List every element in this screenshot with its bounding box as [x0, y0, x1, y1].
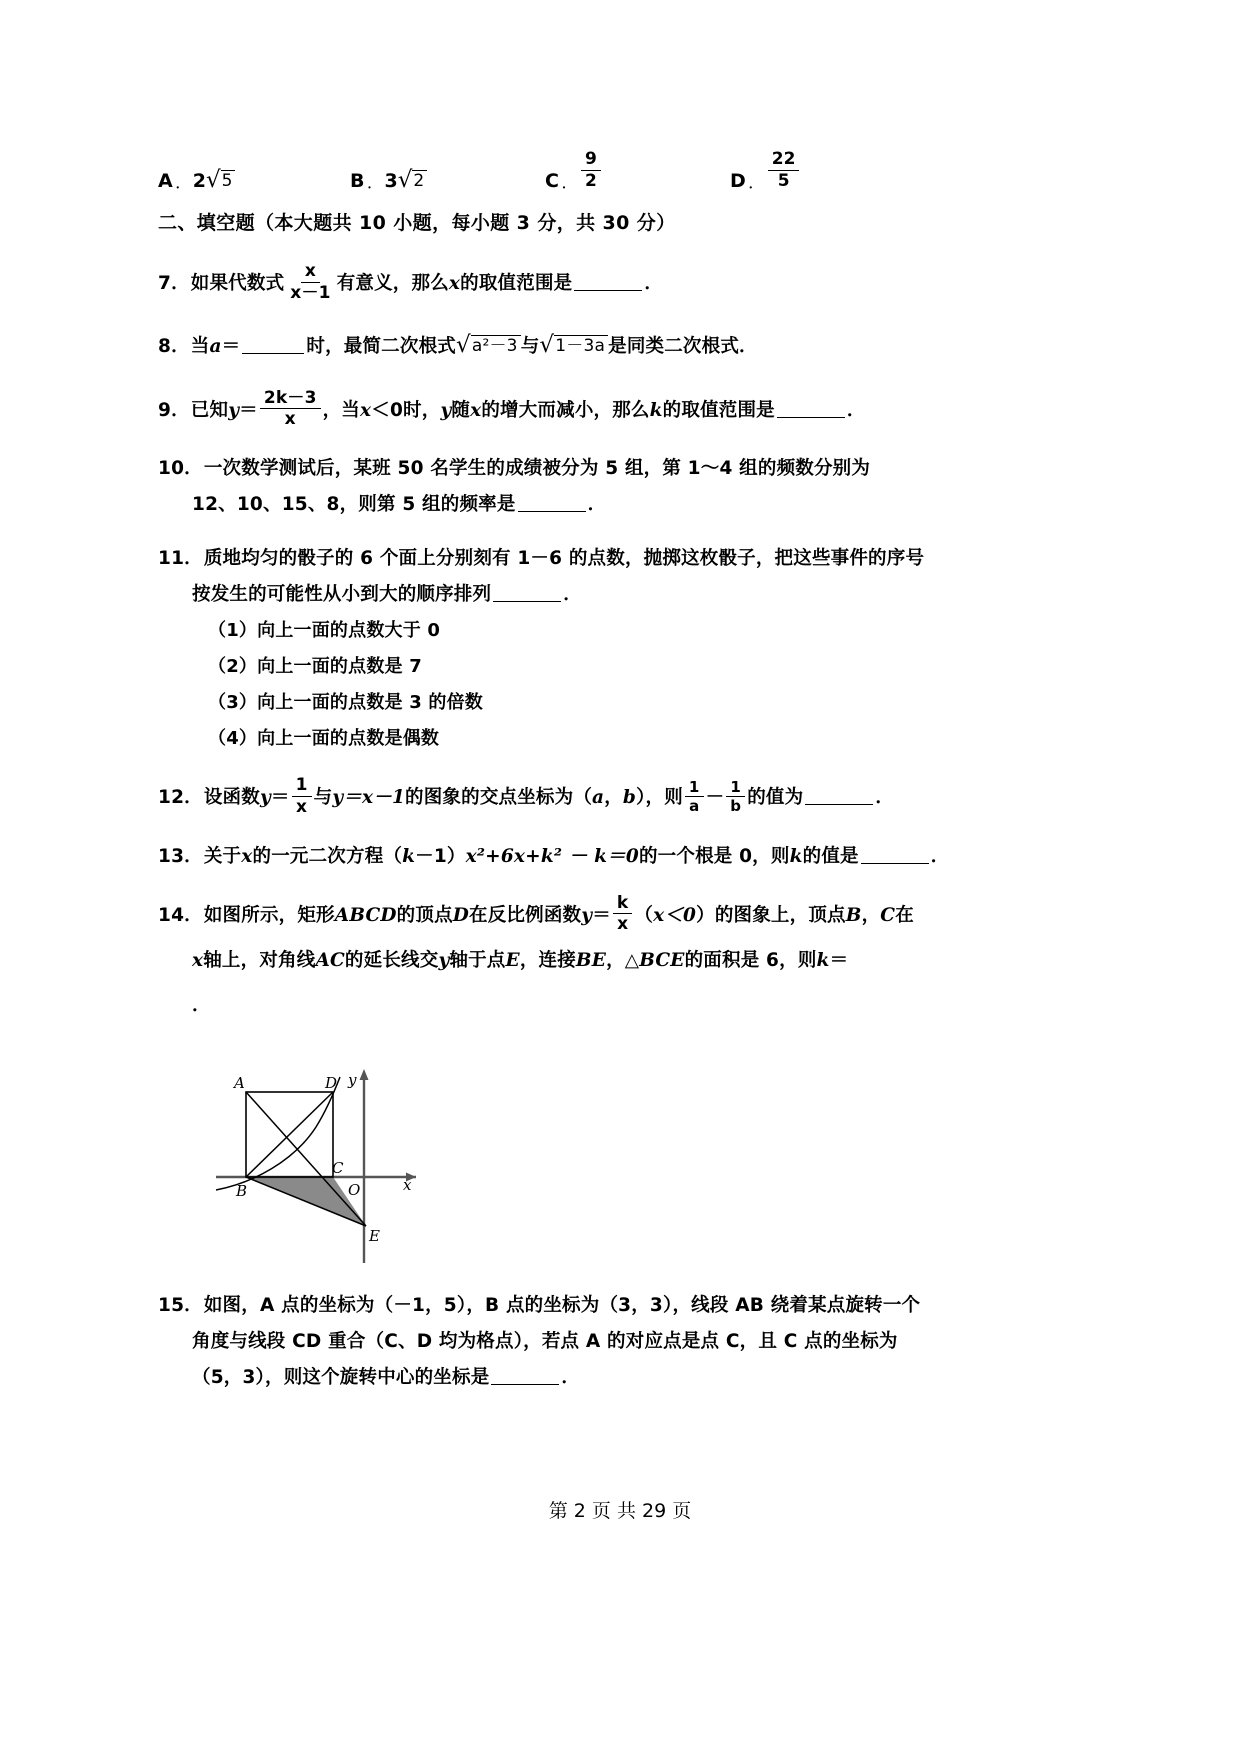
q14-denominator: x: [617, 914, 629, 935]
answer-blank[interactable]: [861, 862, 929, 864]
label-d: D: [325, 1073, 338, 1092]
page-content: [158, 120, 1088, 1414]
question-13-text-e: 的值是: [802, 845, 859, 867]
question-15-line-1: 如图，A 点的坐标为（－1，5），B 点的坐标为（3，3），线段 AB 绕着某点旋转一个: [203, 1294, 921, 1316]
page-footer: [0, 1496, 1240, 1523]
question-12-text-c: 的图象的交点坐标为（: [405, 787, 593, 809]
choice-option-b[interactable]: [350, 167, 545, 194]
choice-a-radicand: 5: [221, 170, 236, 192]
question-12-text-b: 与: [313, 787, 333, 809]
question-14-vertex-d: D: [452, 904, 470, 926]
choice-b-label: B: [350, 170, 365, 192]
question-9-variable-x: x: [360, 399, 372, 421]
fraction: [768, 150, 800, 190]
question-14-segment-be: BE: [575, 949, 607, 971]
question-14-point-e: E: [505, 949, 520, 971]
fraction: [613, 894, 633, 934]
question-14-line-2: [192, 938, 1088, 983]
question-10: [158, 451, 1088, 523]
question-9-text-e: 的增大而减小，那么: [481, 399, 650, 421]
question-14-variable-y: y: [581, 904, 593, 926]
question-14-condition: x＜0: [653, 904, 697, 926]
question-10-index: 10．: [158, 457, 203, 479]
question-14-line-2-g: 的面积是 6，则: [684, 949, 817, 971]
radical-sign: √: [539, 332, 555, 359]
question-15-line-3-text: （5，3），则这个旋转中心的坐标是: [192, 1366, 490, 1388]
question-13-text-f: ．: [930, 845, 950, 867]
question-11-option-4: （4）向上一面的点数是偶数: [208, 728, 440, 750]
choice-d-dot: ．: [748, 177, 762, 192]
question-8-text-d: 是同类二次根式．: [608, 336, 758, 358]
question-13: [158, 839, 1088, 875]
question-8-text-b: 时，最简二次根式: [306, 336, 456, 358]
question-13-text-a: 关于: [203, 845, 242, 867]
answer-blank[interactable]: [493, 600, 561, 602]
question-14-line-2-c: 的延长线交: [344, 949, 439, 971]
choice-option-c[interactable]: [545, 149, 730, 192]
question-12-expression: y＝x－1: [332, 787, 406, 809]
q12-numerator: 1: [292, 776, 312, 796]
question-15-index: 15．: [158, 1294, 203, 1316]
question-14-index: 14．: [158, 904, 203, 926]
question-13-variable-k: k: [402, 845, 416, 867]
question-8-text-c: 与: [520, 336, 540, 358]
choice-d-numerator: 22: [768, 150, 800, 170]
question-14-line-2-b: 轴上，对角线: [203, 949, 316, 971]
question-13-text-b: 的一元二次方程（: [252, 845, 403, 867]
question-15: [158, 1288, 1088, 1396]
question-9-text-d: 随: [451, 399, 471, 421]
question-11-line-1: 质地均匀的骰子的 6 个面上分别刻有 1－6 的点数，抛掷这枚骰子，把这些事件的序号: [203, 548, 925, 570]
fraction: [286, 262, 334, 302]
answer-blank[interactable]: [491, 1383, 559, 1385]
radical-icon: [205, 167, 235, 194]
choice-row: [158, 120, 1088, 192]
question-9-index: 9．: [158, 399, 190, 421]
label-b: B: [236, 1181, 248, 1200]
question-8-radicand-1: a²－3: [471, 335, 521, 357]
fraction: [292, 776, 312, 816]
y-axis-arrow: [360, 1069, 369, 1080]
question-14-diagonal-ac: AC: [315, 949, 345, 971]
answer-blank[interactable]: [805, 803, 873, 805]
q9-denominator: x: [284, 409, 296, 430]
question-8-index: 8．: [158, 336, 190, 358]
question-11-line-2-text: 按发生的可能性从小到大的顺序排列: [192, 584, 492, 606]
choice-b-radicand: 2: [412, 170, 427, 192]
choice-d-label: D: [730, 170, 746, 192]
question-11: [158, 541, 1088, 757]
question-9-variable-y2: y: [440, 399, 452, 421]
question-12-point-a: a: [592, 787, 605, 809]
question-9-variable-x2: x: [470, 399, 482, 421]
answer-blank[interactable]: [518, 510, 586, 512]
question-13-variable-x: x: [241, 845, 253, 867]
coordinate-diagram: [198, 1055, 498, 1270]
question-12-point-b: b: [622, 787, 637, 809]
label-e: E: [369, 1226, 380, 1245]
question-11-option-1: （1）向上一面的点数大于 0: [208, 620, 441, 642]
choice-b-dot: ．: [367, 177, 381, 192]
question-11-index: 11．: [158, 548, 203, 570]
question-7: [158, 261, 1088, 306]
question-7-text-c: 的取值范围是: [460, 273, 573, 294]
question-10-line-2-text: 12、10、15、8，则第 5 组的频率是: [192, 494, 516, 515]
question-14-line-1-f: 在: [895, 904, 914, 926]
page-number-text: 第 2 页 共 29 页: [548, 1500, 692, 1522]
question-14-vertex-c: C: [880, 904, 896, 926]
question-11-line-2: [192, 577, 1088, 613]
question-14-line-1-b: 的顶点: [396, 904, 453, 926]
question-10-line-2: [192, 487, 1088, 523]
radical-icon: [397, 167, 427, 194]
question-9-text-f: 的取值范围是: [662, 399, 775, 421]
question-9-text-g: ．: [846, 399, 866, 421]
question-12-text-a: 设函数: [203, 787, 260, 809]
question-15-line-3: [192, 1360, 1088, 1396]
question-14-y-axis: y: [438, 949, 450, 971]
question-9-text-a: 已知: [190, 399, 229, 421]
question-14-line-1-c: 在反比例函数: [469, 904, 582, 926]
answer-blank[interactable]: [777, 416, 845, 418]
label-a: A: [234, 1073, 245, 1092]
choice-d-denominator: 5: [777, 170, 790, 191]
fraction: [685, 779, 704, 814]
radical-icon: [455, 332, 521, 359]
radical-sign: √: [397, 167, 413, 194]
label-x-axis: x: [403, 1175, 412, 1194]
question-14-line-3: ．: [192, 995, 211, 1017]
question-14-line-2-e: ，连接: [519, 949, 576, 971]
question-9-text-b: ，当: [322, 399, 361, 421]
answer-blank[interactable]: [242, 352, 304, 354]
question-9-variable-k: k: [649, 399, 663, 421]
question-14-equals: ＝: [592, 904, 611, 926]
answer-blank[interactable]: [574, 289, 642, 291]
hyperbola-curve: [216, 1077, 340, 1190]
choice-c-dot: ．: [561, 177, 575, 192]
choice-c-numerator: 9: [581, 150, 601, 170]
question-14-line-1-e: ）的图象上，顶点: [696, 904, 846, 926]
question-12-comma: ，: [604, 787, 623, 809]
question-10-line-1: 一次数学测试后，某班 50 名学生的成绩被分为 5 组，第 1～4 组的频数分别为: [203, 457, 871, 479]
question-12-text-f: ．: [875, 787, 895, 809]
question-7-text-d: ．: [644, 273, 664, 294]
question-11-option-3: （3）向上一面的点数是 3 的倍数: [208, 692, 483, 714]
question-8-equals: ＝: [221, 336, 241, 358]
fraction: [260, 389, 321, 429]
question-13-index: 13．: [158, 845, 203, 867]
question-9-text-c: 时，: [403, 399, 441, 421]
question-14-comma: ，: [861, 904, 881, 926]
choice-c-denominator: 2: [584, 170, 597, 191]
question-13-equation: x²+6x+k² － k＝0: [465, 845, 639, 867]
question-14-vertex-b: B: [845, 904, 862, 926]
question-10-period: ．: [587, 494, 607, 515]
label-c: C: [332, 1158, 344, 1177]
choice-a-label: A: [158, 170, 173, 192]
question-13-text-d: 的一个根是 0，则: [638, 845, 790, 867]
question-14-variable-k: k: [816, 949, 830, 971]
question-14-figure: [198, 1055, 498, 1270]
choice-option-d[interactable]: [730, 149, 880, 192]
label-y-axis: y: [348, 1070, 357, 1089]
question-11-option-2: （2）向上一面的点数是 7: [208, 656, 422, 678]
question-13-variable-k2: k: [789, 845, 803, 867]
choice-c-label: C: [545, 170, 559, 192]
question-14-line-2-f: ，△: [606, 949, 640, 971]
question-8-variable: a: [209, 336, 222, 358]
question-12-index: 12．: [158, 787, 203, 809]
question-9-condition: ＜0: [371, 399, 404, 421]
question-8-radicand-2: 1－3a: [554, 335, 608, 357]
question-8-text-a: 当: [190, 336, 210, 358]
q12-frac2-denominator: b: [730, 796, 742, 815]
label-o: O: [348, 1180, 361, 1199]
diagonal-bd: [246, 1092, 333, 1177]
question-12-variable-y: y: [259, 787, 271, 809]
question-14: [158, 893, 1088, 1029]
question-12-text-d: ），则: [636, 787, 683, 809]
question-14-line-1-d: （: [634, 904, 654, 926]
q9-numerator: 2k－3: [260, 389, 321, 409]
section-heading: 二、填空题（本大题共 10 小题，每小题 3 分，共 30 分）: [158, 212, 676, 234]
question-14-line-2-h: ＝: [829, 949, 849, 971]
question-12-text-e: 的值为: [747, 787, 804, 809]
question-7-index: 7．: [158, 273, 190, 294]
question-7-text-b: 有意义，那么: [336, 273, 449, 294]
choice-b-coefficient: 3: [384, 170, 398, 192]
question-7-variable: x: [448, 273, 461, 294]
choice-a-coefficient: 2: [192, 170, 206, 192]
fraction: [581, 150, 601, 190]
question-14-triangle-bce: BCE: [639, 949, 685, 971]
question-9: [158, 388, 1088, 433]
q12-denominator: x: [296, 796, 308, 817]
choice-option-a[interactable]: [158, 167, 350, 194]
question-14-line-2-d: 轴于点: [449, 949, 506, 971]
question-12-equals: ＝: [270, 787, 290, 809]
question-12: [158, 775, 1088, 820]
question-12-minus: －: [705, 787, 725, 809]
q12-frac2-numerator: 1: [726, 779, 745, 797]
fraction: [726, 779, 745, 814]
question-15-line-2: 角度与线段 CD 重合（C、D 均为格点），若点 A 的对应点是点 C，且 C 点的坐标为: [192, 1330, 898, 1352]
question-8: [158, 324, 1088, 369]
q7-denominator: x－1: [290, 282, 331, 303]
radical-sign: √: [205, 167, 221, 194]
question-15-period: ．: [561, 1366, 581, 1388]
question-7-text-a: 如果代数式: [190, 273, 285, 294]
question-11-period: ．: [563, 584, 582, 606]
question-14-line-1-a: 如图所示，矩形: [203, 904, 335, 926]
question-14-rectangle-abcd: ABCD: [334, 904, 397, 926]
q14-numerator: k: [613, 894, 633, 914]
question-9-equals: ＝: [239, 399, 258, 421]
choice-a-dot: ．: [175, 177, 189, 192]
q7-numerator: x: [301, 262, 320, 282]
radical-sign: √: [455, 332, 471, 359]
question-13-text-c: －1）: [415, 845, 466, 867]
question-14-x-axis: x: [192, 949, 204, 971]
radical-icon: [539, 332, 608, 359]
q12-frac1-denominator: a: [689, 796, 700, 815]
question-9-variable-y: y: [228, 399, 240, 421]
q12-frac1-numerator: 1: [685, 779, 704, 797]
